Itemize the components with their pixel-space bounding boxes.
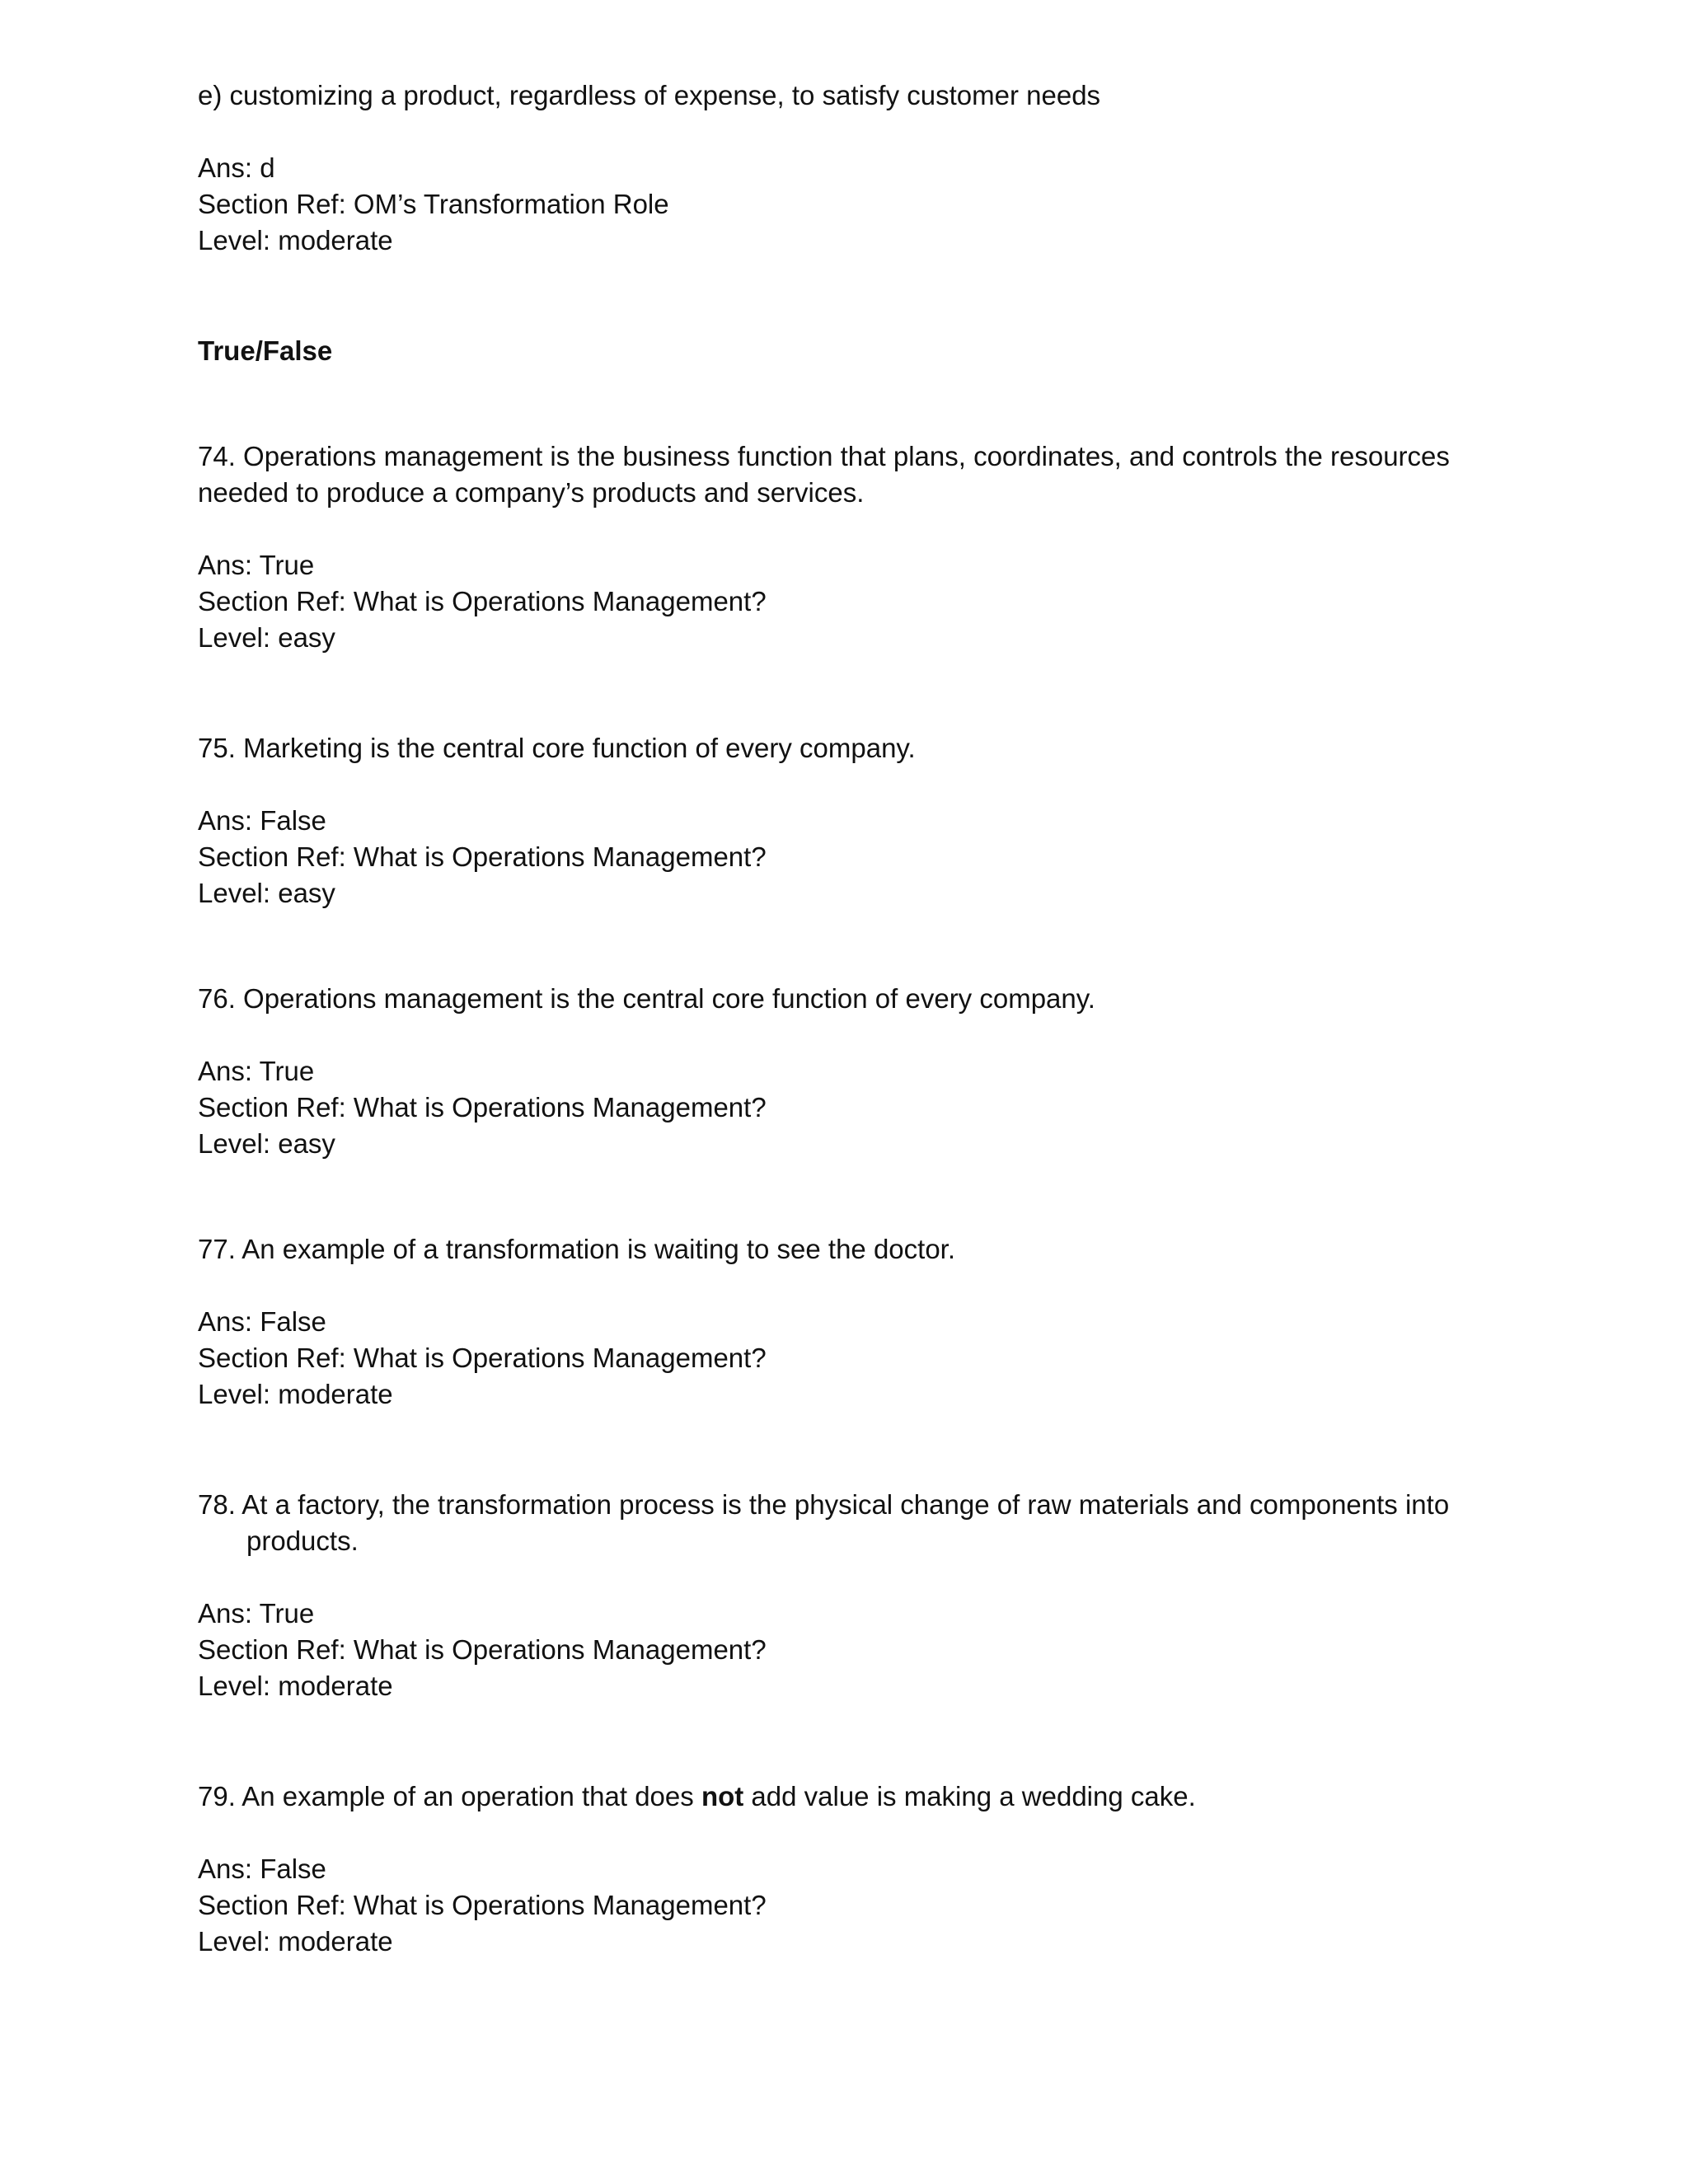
level: Level: moderate bbox=[198, 1671, 393, 1701]
question-77: 77. An example of a transformation is waiting to see the doctor. bbox=[198, 1234, 956, 1264]
section-ref: Section Ref: What is Operations Management? bbox=[198, 1343, 767, 1373]
question-79-text-after: add value is making a wedding cake. bbox=[743, 1781, 1196, 1811]
section-ref: Section Ref: OM’s Transformation Role bbox=[198, 189, 669, 219]
section-ref: Section Ref: What is Operations Management? bbox=[198, 586, 767, 616]
question-78-line-1: 78. At a factory, the transformation process is the physical change of raw materials and components into bbox=[198, 1489, 1450, 1520]
level: Level: moderate bbox=[198, 1926, 393, 1957]
question-79 bbox=[198, 1779, 1196, 1815]
level: Level: easy bbox=[198, 878, 335, 908]
answer: Ans: True bbox=[198, 550, 315, 580]
question-76: 76. Operations management is the central core function of every company. bbox=[198, 983, 1095, 1014]
question-75: 75. Marketing is the central core function of every company. bbox=[198, 733, 916, 763]
level: Level: easy bbox=[198, 1128, 335, 1159]
answer: Ans: False bbox=[198, 805, 326, 836]
section-ref: Section Ref: What is Operations Management? bbox=[198, 1890, 767, 1920]
section-heading: True/False bbox=[198, 335, 333, 366]
question-78-line-2: products. bbox=[246, 1526, 359, 1556]
section-ref: Section Ref: What is Operations Management? bbox=[198, 841, 767, 872]
level: Level: moderate bbox=[198, 225, 393, 255]
question-79-text-before: 79. An example of an operation that does bbox=[198, 1781, 701, 1811]
answer: Ans: False bbox=[198, 1306, 326, 1337]
section-ref: Section Ref: What is Operations Management? bbox=[198, 1092, 767, 1122]
question-79-emphasis: not bbox=[701, 1781, 744, 1811]
question-74-line-1: 74. Operations management is the business function that plans, coordinates, and controls the resources bbox=[198, 441, 1450, 471]
question-74-line-2: needed to produce a company’s products and services. bbox=[198, 477, 865, 508]
option-e: e) customizing a product, regardless of expense, to satisfy customer needs bbox=[198, 80, 1101, 110]
answer: Ans: True bbox=[198, 1598, 315, 1629]
section-ref: Section Ref: What is Operations Management? bbox=[198, 1634, 767, 1665]
level: Level: moderate bbox=[198, 1379, 393, 1409]
answer: Ans: True bbox=[198, 1056, 315, 1086]
answer: Ans: False bbox=[198, 1854, 326, 1884]
level: Level: easy bbox=[198, 622, 335, 653]
answer: Ans: d bbox=[198, 152, 275, 183]
